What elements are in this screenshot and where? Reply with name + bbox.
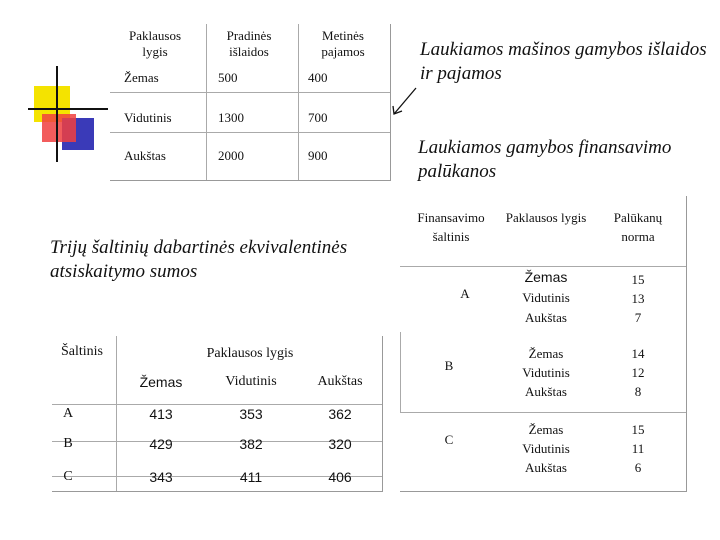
- decor-vertical-line: [56, 66, 58, 162]
- interest-title: Laukiamos gamybos finansavimo palūkanos: [418, 137, 672, 182]
- cost-income-table: [110, 24, 391, 181]
- value-c-high: 406: [328, 469, 352, 485]
- row-mid-level: Vidutinis: [124, 110, 172, 125]
- row-mid-income: 700: [308, 110, 328, 125]
- row-low-income: 400: [308, 70, 328, 85]
- row-high-income: 900: [308, 148, 328, 163]
- value-a-mid: 353: [239, 406, 263, 422]
- header-rate: Palūkanų norma: [613, 210, 663, 244]
- row-low-level: Žemas: [124, 70, 159, 85]
- group-a-rate-high: 7: [634, 310, 642, 325]
- header-annual-income: Metinės pajamos: [321, 28, 365, 59]
- source-b: B: [63, 436, 73, 451]
- subheader-mid: Vidutinis: [225, 374, 277, 389]
- source-c: C: [63, 469, 73, 484]
- group-b-source: B: [444, 358, 454, 373]
- value-c-low: 343: [149, 469, 173, 485]
- group-a-source: A: [460, 286, 470, 301]
- header-demand: Paklausos lygis: [505, 210, 587, 225]
- header-funding-source: Finansavimo šaltinis: [417, 210, 485, 244]
- group-c-source: C: [444, 432, 454, 447]
- group-c-rate-low: 15: [631, 422, 645, 437]
- group-b-level-mid: Vidutinis: [522, 365, 570, 380]
- row-mid-cost: 1300: [218, 110, 244, 125]
- row-high-cost: 2000: [218, 148, 244, 163]
- source-a: A: [62, 406, 74, 421]
- decor-horizontal-line: [28, 108, 108, 110]
- group-a-level-low: Žemas: [524, 269, 568, 285]
- group-c-level-high: Aukštas: [525, 460, 567, 475]
- group-c-level-low: Žemas: [528, 422, 564, 437]
- group-c-rate-high: 6: [634, 460, 642, 475]
- header-source: Šaltinis: [60, 344, 103, 359]
- group-a-level-mid: Vidutinis: [522, 290, 570, 305]
- subheader-high: Aukštas: [317, 374, 363, 389]
- group-b-rate-high: 8: [634, 384, 642, 399]
- row-low-cost: 500: [218, 70, 238, 85]
- equivalent-sums-table: [52, 336, 383, 492]
- equivalent-sums-title: Trijų šaltinių dabartinės ekvivalentinės atsiskaitymo sumos: [50, 237, 348, 282]
- group-b-rate-low: 14: [631, 346, 645, 361]
- group-a-rate-mid: 13: [631, 291, 645, 306]
- header-initial-costs: Pradinės išlaidos: [226, 28, 272, 59]
- subheader-low: Žemas: [139, 374, 183, 390]
- header-demand-level: Paklausos lygis: [129, 28, 181, 59]
- machine-costs-title: Laukiamos mašinos gamybos išlaidos ir pajamos: [420, 39, 707, 84]
- interest-rate-table: [400, 196, 687, 492]
- decor-red-square: [42, 114, 76, 142]
- row-high-level: Aukštas: [124, 148, 166, 163]
- group-b-level-low: Žemas: [528, 346, 564, 361]
- group-c-level-mid: Vidutinis: [522, 441, 570, 456]
- value-b-mid: 382: [239, 436, 263, 452]
- value-a-low: 413: [149, 406, 173, 422]
- value-b-low: 429: [149, 436, 173, 452]
- header-demand-group: Paklausos lygis: [206, 346, 294, 361]
- arrow-icon: [386, 84, 422, 120]
- group-c-rate-mid: 11: [631, 441, 645, 456]
- value-a-high: 362: [328, 406, 352, 422]
- group-b-rate-mid: 12: [631, 365, 645, 380]
- value-c-mid: 411: [239, 469, 263, 485]
- group-b-level-high: Aukštas: [525, 384, 567, 399]
- group-a-rate-low: 15: [631, 272, 645, 287]
- group-a-level-high: Aukštas: [525, 310, 567, 325]
- value-b-high: 320: [328, 436, 352, 452]
